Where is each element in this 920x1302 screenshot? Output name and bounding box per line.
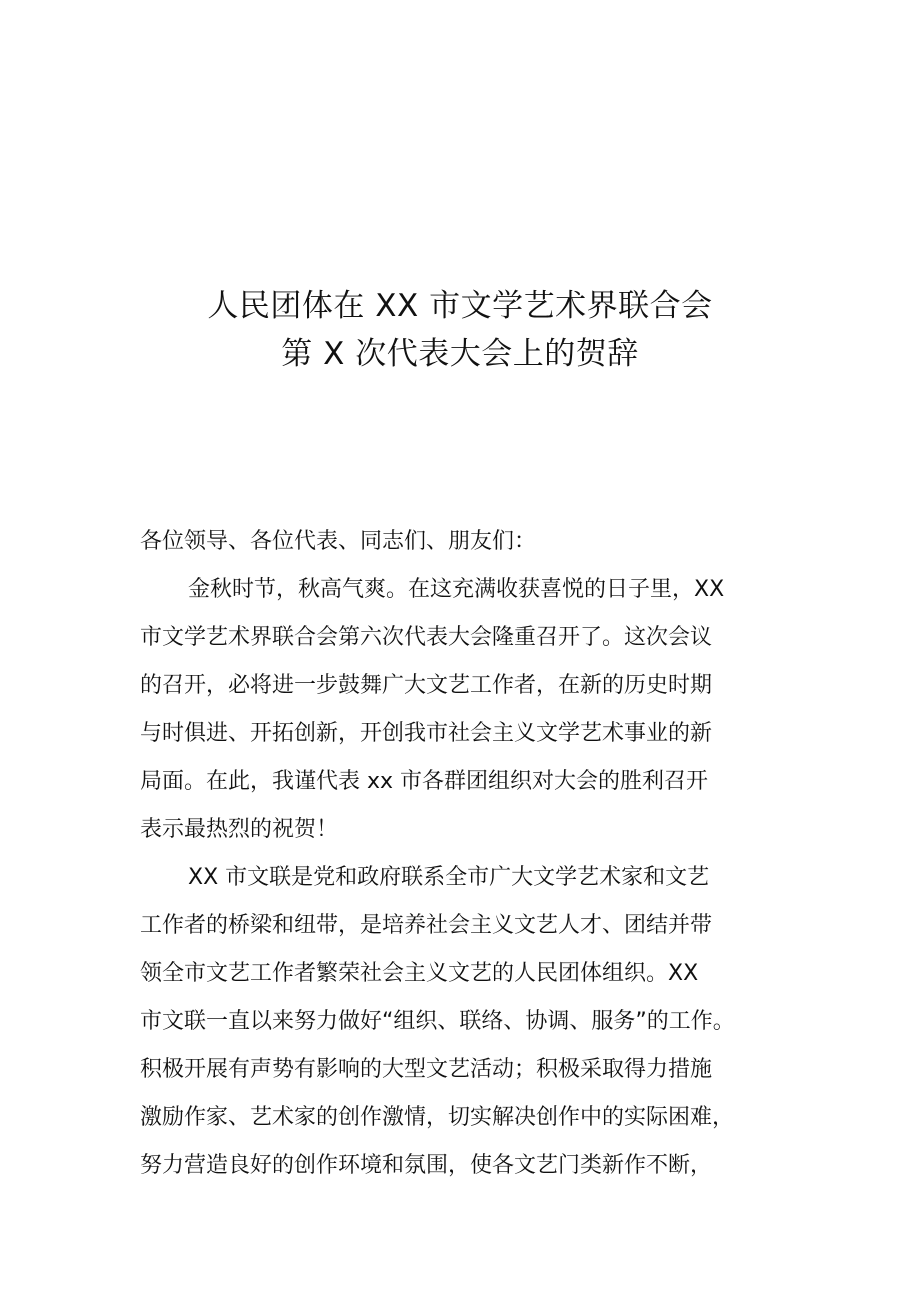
paragraph-1-line: 市文学艺术界联合会第六次代表大会隆重召开了。这次会议 <box>140 625 713 650</box>
paragraph-1-line: 表示最热烈的祝贺！ <box>140 817 339 842</box>
paragraph-1-line: 局面。在此，我谨代表 xx 市各群团组织对大会的胜利召开 <box>140 769 709 794</box>
document-title <box>0 282 920 378</box>
title-line-2: 第 X 次代表大会上的贺辞 <box>281 336 639 372</box>
paragraph-2-line: 努力营造良好的创作环境和氛围，使各文艺门类新作不断， <box>140 1153 713 1178</box>
title-line-1: 人民团体在 XX 市文学艺术界联合会 <box>207 288 713 324</box>
paragraph-1 <box>140 566 800 854</box>
paragraph-2-line: 工作者的桥梁和纽带，是培养社会主义文艺人才、团结并带 <box>140 913 713 938</box>
paragraph-2-line: XX 市文联是党和政府联系全市广大文学艺术家和文艺 <box>188 865 710 890</box>
paragraph-1-line: 与时俱进、开拓创新，开创我市社会主义文学艺术事业的新 <box>140 721 713 746</box>
paragraph-2-line: 领全市文艺工作者繁荣社会主义文艺的人民团体组织。XX <box>140 961 699 986</box>
paragraph-2-line: 市文联一直以来努力做好“组织、联络、协调、服务”的工作。 <box>140 1009 735 1034</box>
paragraph-1-line: 金秋时节，秋高气爽。在这充满收获喜悦的日子里，XX <box>188 577 725 602</box>
salutation: 各位领导、各位代表、同志们、朋友们： <box>140 529 537 554</box>
document-body <box>140 518 800 1190</box>
paragraph-2-line: 激励作家、艺术家的创作激情，切实解决创作中的实际困难， <box>140 1105 735 1130</box>
paragraph-1-line: 的召开，必将进一步鼓舞广大文艺工作者，在新的历史时期 <box>140 673 713 698</box>
paragraph-2 <box>140 854 800 1190</box>
paragraph-2-line: 积极开展有声势有影响的大型文艺活动；积极采取得力措施 <box>140 1057 713 1082</box>
